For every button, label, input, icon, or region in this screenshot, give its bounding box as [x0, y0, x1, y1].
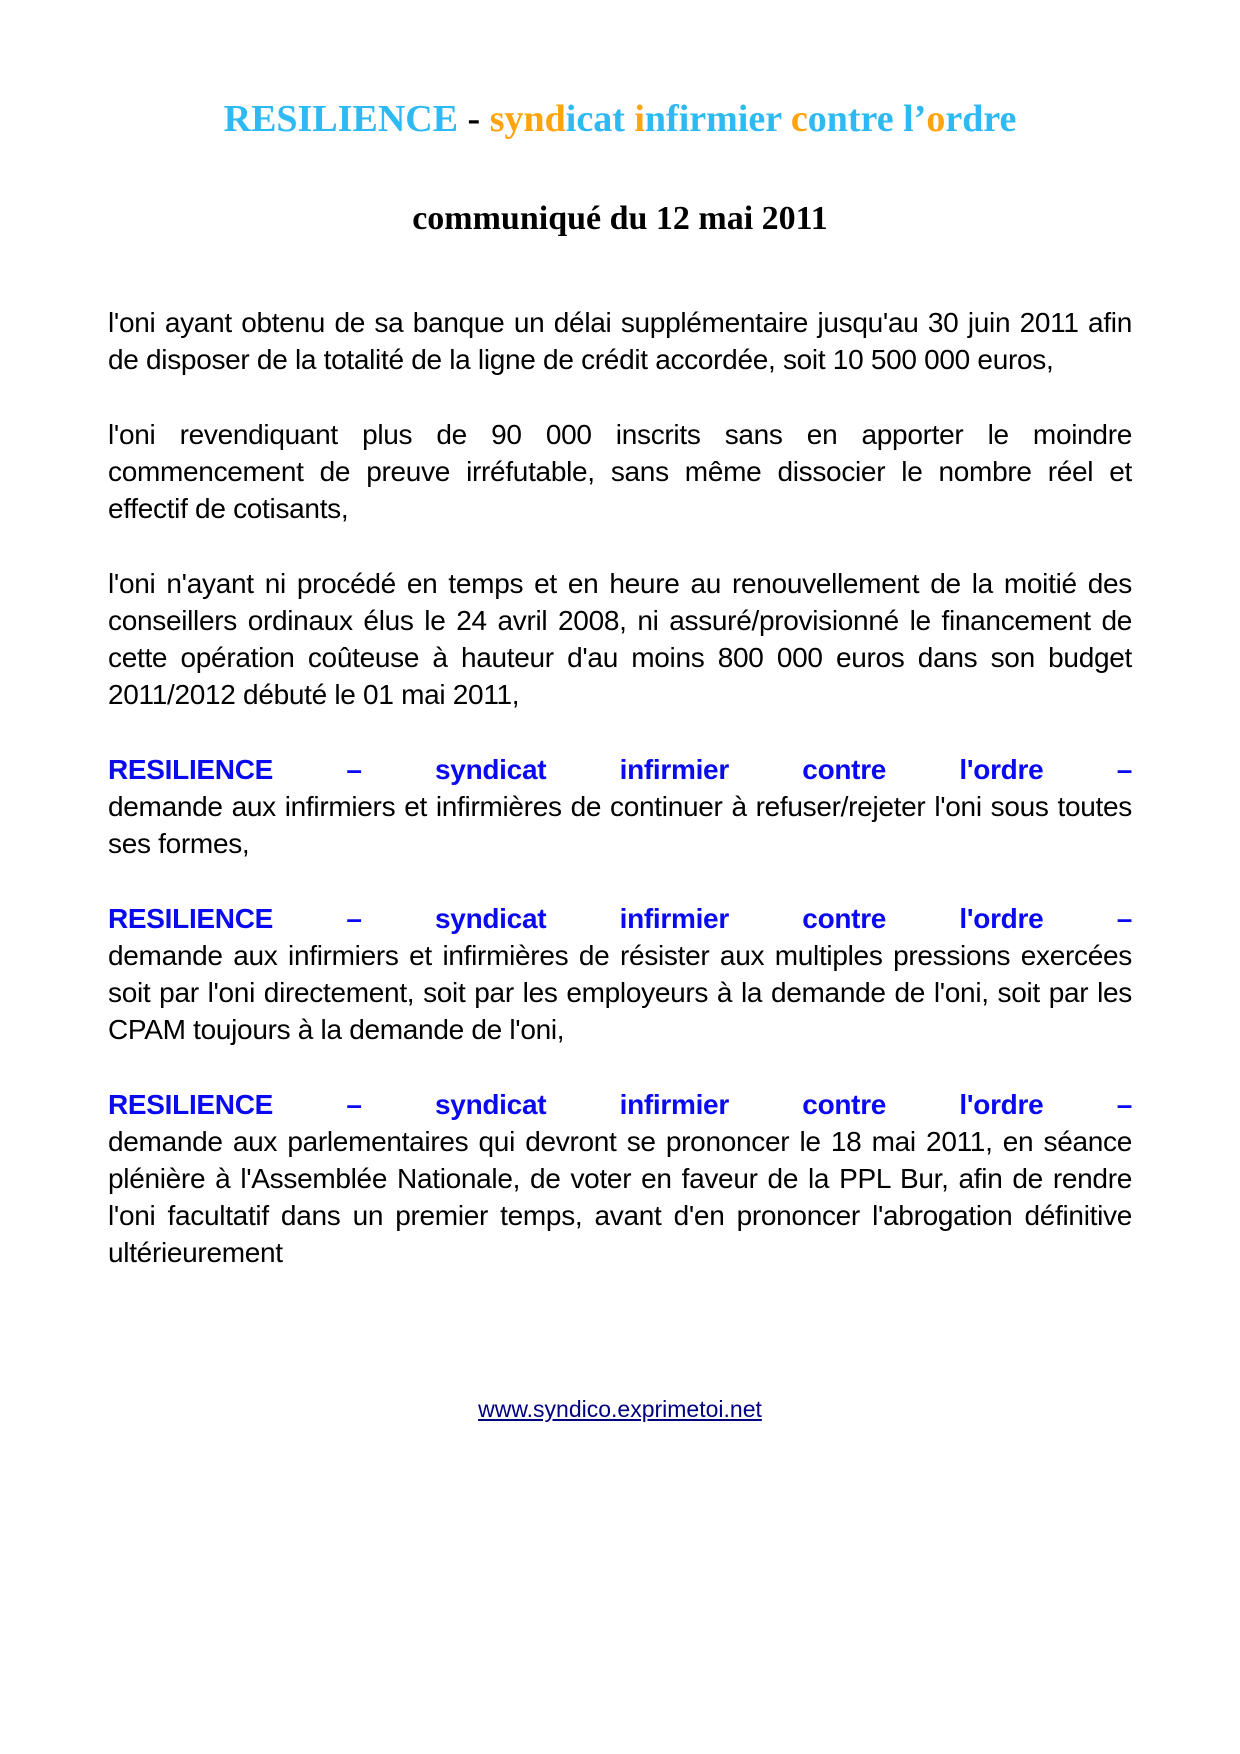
document-body — [108, 304, 1132, 1271]
paragraph-text: demande aux infirmiers et infirmières de résister aux multiples pressions exercées soit par l'oni directement, soit par les employeurs à la demande de l'oni, soit par les CPAM toujours à la demande de l'oni, — [108, 940, 1132, 1045]
paragraph: l'oni revendiquant plus de 90 000 inscrits sans en apporter le moindre commencement de preuve irréfutable, sans même dissocier le nombre réel et effectif de cotisants, — [108, 419, 1132, 524]
title-segment: c — [790, 98, 808, 140]
title-segment: o — [926, 98, 946, 140]
title-segment: RESILIENCE — [223, 98, 459, 140]
paragraph: l'oni ayant obtenu de sa banque un délai supplémentaire jusqu'au 30 juin 2011 afin de disposer de la totalité de la ligne de crédit accordée, soit 10 500 000 euros, — [108, 307, 1132, 375]
paragraph-lead: RESILIENCE – syndicat infirmier contre l'ordre – — [108, 754, 1132, 785]
title-segment: l’ — [903, 98, 927, 140]
title-segment: - — [458, 98, 490, 140]
title-segment: rdre — [945, 98, 1017, 140]
paragraph: l'oni n'ayant ni procédé en temps et en heure au renouvellement de la moitié des conseillers ordinaux élus le 24 avril 2008, ni assuré/provisionné le financement de cette opération coûteuse à hauteur d'au moins 800 000 euros dans son budget 2011/2012 débuté le 01 mai 2011, — [108, 568, 1132, 710]
document-title — [108, 96, 1132, 142]
title-segment: ontre — [807, 98, 904, 140]
title-segment: synd — [489, 98, 566, 140]
paragraph-lead: RESILIENCE – syndicat infirmier contre l'ordre – — [108, 903, 1132, 934]
title-segment: nfirmier — [644, 98, 791, 140]
footer-link[interactable]: www.syndico.exprimetoi.net — [478, 1396, 762, 1422]
paragraph-with-lead — [108, 900, 1132, 1048]
paragraph-lead: RESILIENCE – syndicat infirmier contre l'ordre – — [108, 1089, 1132, 1120]
title-segment: i — [634, 98, 645, 140]
paragraph-text: demande aux parlementaires qui devront se prononcer le 18 mai 2011, en séance plénière à l'Assemblée Nationale, de voter en faveur de la PPL Bur, afin de rendre l'oni facultatif dans un premier temps, avant d'en prononcer l'abrogation définitive ultérieurement — [108, 1126, 1132, 1268]
paragraph-with-lead — [108, 751, 1132, 862]
paragraph-with-lead — [108, 1086, 1132, 1271]
document-subtitle: communiqué du 12 mai 2011 — [412, 200, 828, 237]
paragraph-text: demande aux infirmiers et infirmières de continuer à refuser/rejeter l'oni sous toutes ses formes, — [108, 791, 1132, 859]
document-footer — [108, 1395, 1132, 1423]
title-segment: icat — [565, 98, 635, 140]
